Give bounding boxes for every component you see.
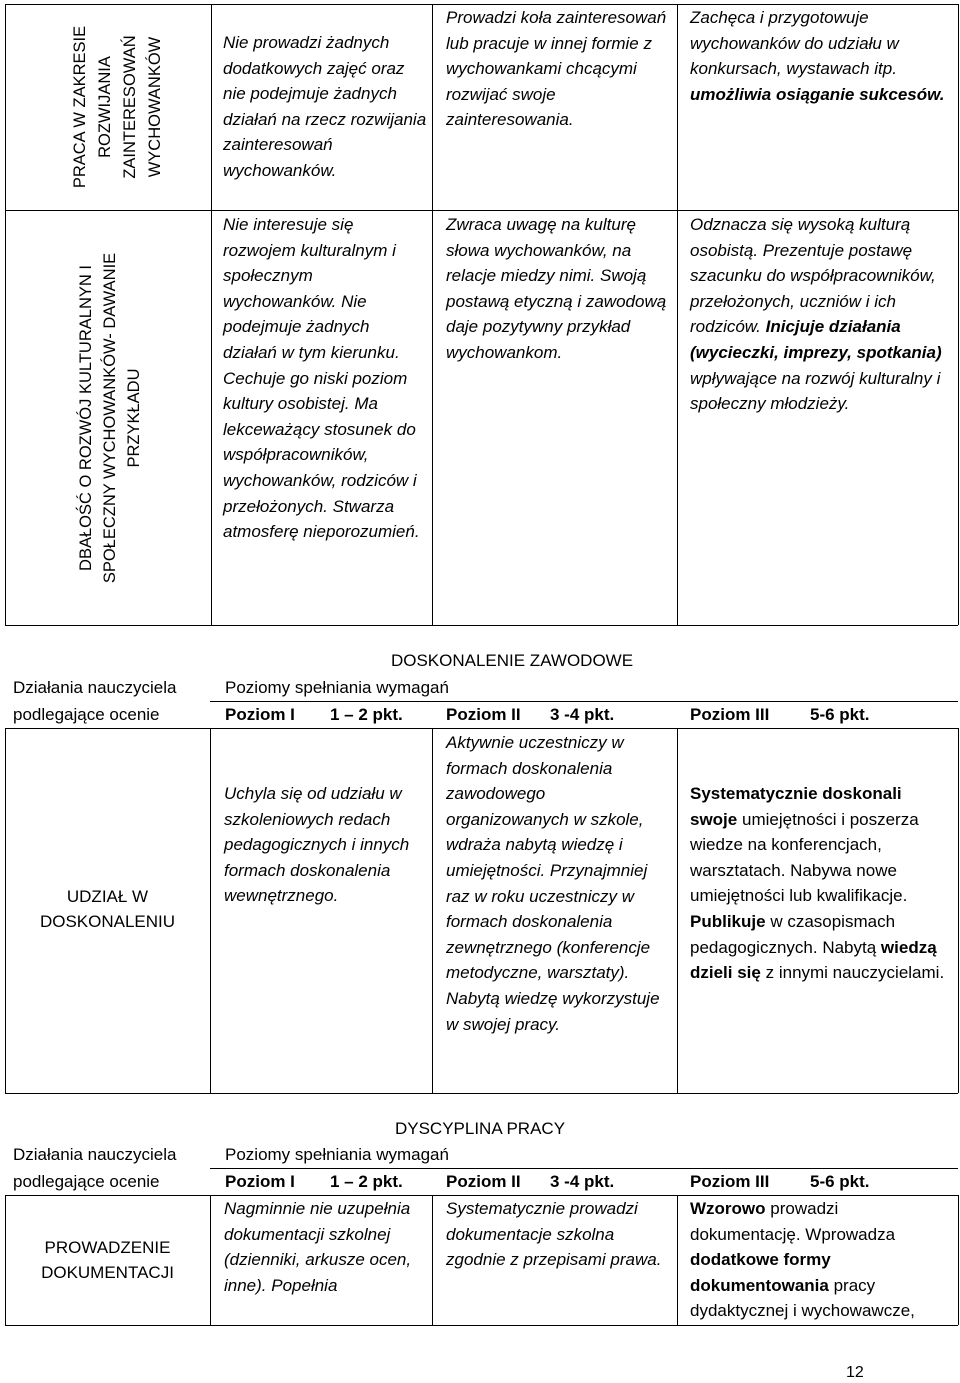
row-label-interests-lines <box>8 8 208 206</box>
level1-points: 1 – 2 pkt. <box>330 705 403 724</box>
actions-label-line-1: Działania nauczyciela <box>13 678 177 697</box>
level3-label: Poziom III <box>690 1172 770 1191</box>
culture-level3-text-c: wpływające na rozwój kulturalny i społeczny młodzieży. <box>690 368 941 414</box>
actions-label-line-2: podlegające ocenie <box>13 705 160 724</box>
level2-points: 3 -4 pkt. <box>550 705 615 724</box>
row-label-participation <box>6 884 209 934</box>
table-top <box>0 0 960 630</box>
documentation-level3-text-2: pracy dydaktycznej i wychowawcze, <box>690 1275 915 1321</box>
row-label-culture-line-3: PRZYKŁADU <box>125 368 143 468</box>
participation-level3-text <box>690 781 952 986</box>
level2-label: Poziom II <box>446 705 521 724</box>
participation-level3-bold-1: Systematycznie doskonali swoje <box>690 784 902 829</box>
section-title-work-discipline: DYSCYPLINA PRACY <box>394 1119 566 1138</box>
row-label-documentation-line-2: DOKUMENTACJI <box>41 1263 174 1282</box>
table-professional-development <box>0 640 960 1100</box>
levels-header: Poziomy spełniania wymagań <box>225 1145 449 1164</box>
section-title-professional-development: DOSKONALENIE ZAWODOWE <box>390 651 634 670</box>
actions-label-line-2: podlegające ocenie <box>13 1172 160 1191</box>
row-label-interests-line-2: ROZWIJANIA <box>96 56 114 158</box>
documentation-level3-text-1: prowadzi dokumentację. Wprowadza <box>690 1199 896 1244</box>
documentation-level2-text: Systematycznie prowadzi dokumentacje szkolna zgodnie z przepisami prawa. <box>446 1199 662 1270</box>
participation-level3-bold-3: wiedzą dzieli się <box>690 937 937 983</box>
interests-level3-text <box>690 5 952 107</box>
row-label-culture <box>8 214 208 622</box>
culture-level3-text <box>690 212 952 417</box>
culture-level2-text: Zwraca uwagę na kulturę słowa wychowanków, na relacje miedzy nimi. Swoją postawą etyczną i zawodową daje pozytywny przykład wychowankom. <box>446 215 667 362</box>
levels-header: Poziomy spełniania wymagań <box>225 678 449 697</box>
level3-label: Poziom III <box>690 705 770 724</box>
row-label-interests-line-3: ZAINTERESOWAŃ <box>121 35 139 179</box>
participation-level3-bold-2: Publikuje <box>690 911 766 931</box>
row-label-culture-line-1: DBAŁOŚĆ O ROZWÓJ KULTURALNYN I <box>77 265 95 571</box>
participation-level3-text-2: w czasopismach pedagogicznych. Nabytą <box>690 911 896 957</box>
row-label-documentation <box>6 1235 209 1285</box>
actions-label-line-1: Działania nauczyciela <box>13 1145 177 1164</box>
level3-points: 5-6 pkt. <box>810 705 870 724</box>
level2-label: Poziom II <box>446 1172 521 1191</box>
culture-level3-text-a: Odznacza się wysoką kulturą osobistą. Prezentuje postawę szacunku do współpracowników, przełożonych, uczniów i ich rodziców. <box>690 215 936 337</box>
row-label-documentation-line-1: PROWADZENIE <box>44 1238 171 1257</box>
row-label-culture-line-2: SPOŁECZNY WYCHOWANKÓW- DAWANIE <box>101 252 119 584</box>
documentation-level3-text <box>690 1196 952 1324</box>
culture-level3-text-b: Inicjuje działania (wycieczki, imprezy, spotkania) <box>690 317 942 362</box>
page-number: 12 <box>846 1364 864 1381</box>
row-label-participation-line-2: DOSKONALENIU <box>39 912 176 931</box>
participation-level3-text-1: umiejętności i poszerza wiedze na konferencjach, warsztatach. Nabywa nowe umiejętności lub kwalifikacje. <box>690 809 919 906</box>
level1-label: Poziom I <box>225 705 295 724</box>
interests-level3-text-b: umożliwia osiąganie sukcesów. <box>690 84 945 104</box>
documentation-level1-text: Nagminnie nie uzupełnia dokumentacji szkolnej (dzienniki, arkusze ocen, inne). Popełnia <box>224 1199 412 1295</box>
level1-label: Poziom I <box>225 1172 295 1191</box>
row-label-participation-line-1: UDZIAŁ W <box>66 887 149 906</box>
participation-level3-text-3: z innymi nauczycielami. <box>765 963 945 983</box>
participation-level2-text: Aktywnie uczestniczy w formach doskonalenia zawodowego organizowanych w szkole, wdraża nabytą wiedzę i umiejętności. Przynajmniej raz w roku uczestniczy w formach doskonalenia zewnętrznego (konferencje metodyczne, warsztaty). Nabytą wiedzę wykorzystuje w swojej pracy. <box>446 733 660 1034</box>
level1-points: 1 – 2 pkt. <box>330 1172 403 1191</box>
table-work-discipline <box>0 1107 960 1332</box>
documentation-level3-bold-1: Wzorowo <box>690 1199 766 1218</box>
participation-level1-text: Uchyla się od udziału w szkoleniowych redach pedagogicznych i innych formach doskonalenia wewnętrznego. <box>224 784 410 906</box>
row-label-interests-line-1: PRACA W ZAKRESIE <box>71 25 89 189</box>
level2-points: 3 -4 pkt. <box>550 1172 615 1191</box>
interests-level1-text: Nie prowadzi żadnych dodatkowych zajęć oraz nie podejmuje żadnych działań na rzecz rozwijania zainteresowań wychowanków. <box>223 33 427 180</box>
level3-points: 5-6 pkt. <box>810 1172 870 1191</box>
culture-level1-text: Nie interesuje się rozwojem kulturalnym i społecznym wychowanków. Nie podejmuje żadnych działań w tym kierunku. Cechuje go niski poziom kultury osobistej. Ma lekceważący stosunek do współpracowników, wychowanków, rodziców i przełożonych. Stwarza atmosferę nieporozumień. <box>223 215 420 542</box>
row-label-interests-line-4: WYCHOWANKÓW <box>146 36 164 178</box>
interests-level2-text: Prowadzi koła zainteresowań lub pracuje w innej formie z wychowankami chcącymi rozwijać swoje zainteresowania. <box>446 8 667 130</box>
interests-level3-text-a: Zachęca i przygotowuje wychowanków do udziału w konkursach, wystawach itp. <box>690 8 899 79</box>
documentation-level3-bold-2: dodatkowe formy dokumentowania <box>690 1250 831 1295</box>
